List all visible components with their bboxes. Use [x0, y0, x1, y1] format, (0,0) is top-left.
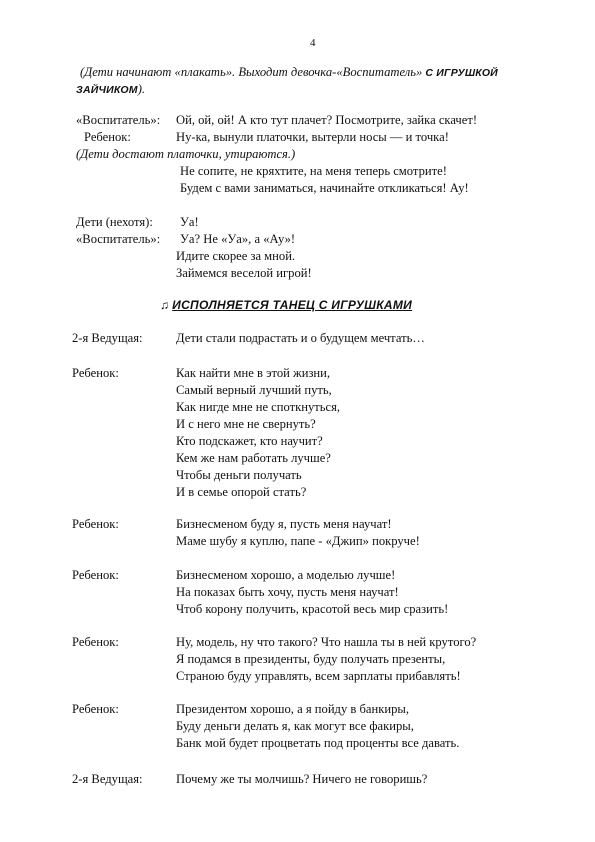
entry-lines [176, 771, 427, 788]
entry-speaker: 2-я Ведущая: [72, 331, 143, 345]
entry-line: Чтобы деньги получать [176, 468, 302, 482]
entry-line: Буду деньги делать я, как могут все факиры, [176, 719, 414, 733]
entry-speaker: Ребенок: [72, 635, 119, 649]
block1-speaker-2: Ребенок: [84, 130, 131, 144]
entry-line: Чтоб корону получить, красотой весь мир сразить! [176, 602, 449, 616]
intro-line-2 [76, 81, 145, 99]
intro-text: (Дети начинают «плакать». Выходит девочка-«Воспитатель» [80, 65, 426, 79]
entry-line: Кто подскажет, кто научит? [176, 434, 323, 448]
entry-line: Маме шубу я куплю, папе - «Джип» покруче! [176, 534, 420, 548]
block1-line-1: Ой, ой, ой! А кто тут плачет? Посмотрите, зайка скачет! [176, 113, 478, 127]
block1-cont-1: Не сопите, не кряхтите, на меня теперь смотрите! [180, 164, 447, 178]
entry-lines [176, 634, 476, 685]
dance-heading [160, 297, 412, 314]
entry-line: Дети стали подрастать и о будущем мечтать… [176, 331, 425, 345]
entry-lines [176, 330, 425, 347]
entry-speaker: Ребенок: [72, 568, 119, 582]
intro-caps-1: С ИГРУШКОЙ [425, 67, 498, 79]
entry-line: Бизнесменом буду я, пусть меня научат! [176, 517, 392, 531]
entry-speaker: Ребенок: [72, 702, 119, 716]
block2-speaker-1: Дети (нехотя): [76, 215, 153, 229]
entry-line: И в семье опорой стать? [176, 485, 307, 499]
entry-line: Бизнесменом хорошо, а моделью лучше! [176, 568, 396, 582]
block2-line-1: Уа! [180, 215, 199, 229]
block2-line-2: Уа? Не «Уа», а «Ау»! [180, 232, 296, 246]
entry-line: Почему же ты молчишь? Ничего не говоришь? [176, 772, 428, 786]
entry-lines [176, 701, 459, 752]
intro-end: ). [137, 82, 146, 96]
entry-line: На показах быть хочу, пусть меня научат! [176, 585, 399, 599]
block1-line-2: Ну-ка, вынули платочки, вытерли носы — и точка! [176, 130, 449, 144]
entry-line: Как найти мне в этой жизни, [176, 366, 331, 380]
block1-stage-direction: (Дети достают платочки, утираются.) [76, 147, 296, 161]
entry-line: Самый верный лучший путь, [176, 383, 332, 397]
entry-lines [176, 365, 340, 501]
entry-line: Я подамся в президенты, буду получать презенты, [176, 652, 446, 666]
intro-line-1 [80, 64, 498, 82]
dance-heading-text: ИСПОЛНЯЕТСЯ ТАНЕЦ С ИГРУШКАМИ [172, 298, 413, 312]
entry-line: Как нигде мне не споткнуться, [176, 400, 341, 414]
music-note-icon: ♫ [160, 298, 169, 312]
block2-speaker-2: «Воспитатель»: [76, 232, 161, 246]
block1-cont-2: Будем с вами заниматься, начинайте откликаться! Ау! [180, 181, 469, 195]
block1-speaker-1: «Воспитатель»: [76, 113, 161, 127]
page-number: 4 [310, 37, 316, 49]
entry-lines [176, 516, 420, 550]
entry-line: Кем же нам работать лучше? [176, 451, 331, 465]
entry-speaker: Ребенок: [72, 366, 119, 380]
entry-line: И с него мне не свернуть? [176, 417, 316, 431]
entry-speaker: Ребенок: [72, 517, 119, 531]
entry-line: Президентом хорошо, а я пойду в банкиры, [176, 702, 410, 716]
entry-line: Страною буду управлять, всем зарплаты прибавлять! [176, 669, 461, 683]
entry-line: Ну, модель, ну что такого? Что нашла ты в ней крутого? [176, 635, 477, 649]
block2-cont-1: Идите скорее за мной. [176, 249, 296, 263]
intro-caps-2: ЗАЙЧИКОМ [76, 84, 138, 96]
entry-lines [176, 567, 448, 618]
block2-cont-2: Займемся веселой игрой! [176, 266, 312, 280]
entry-line: Банк мой будет процветать под проценты все давать. [176, 736, 460, 750]
entry-speaker: 2-я Ведущая: [72, 772, 143, 786]
